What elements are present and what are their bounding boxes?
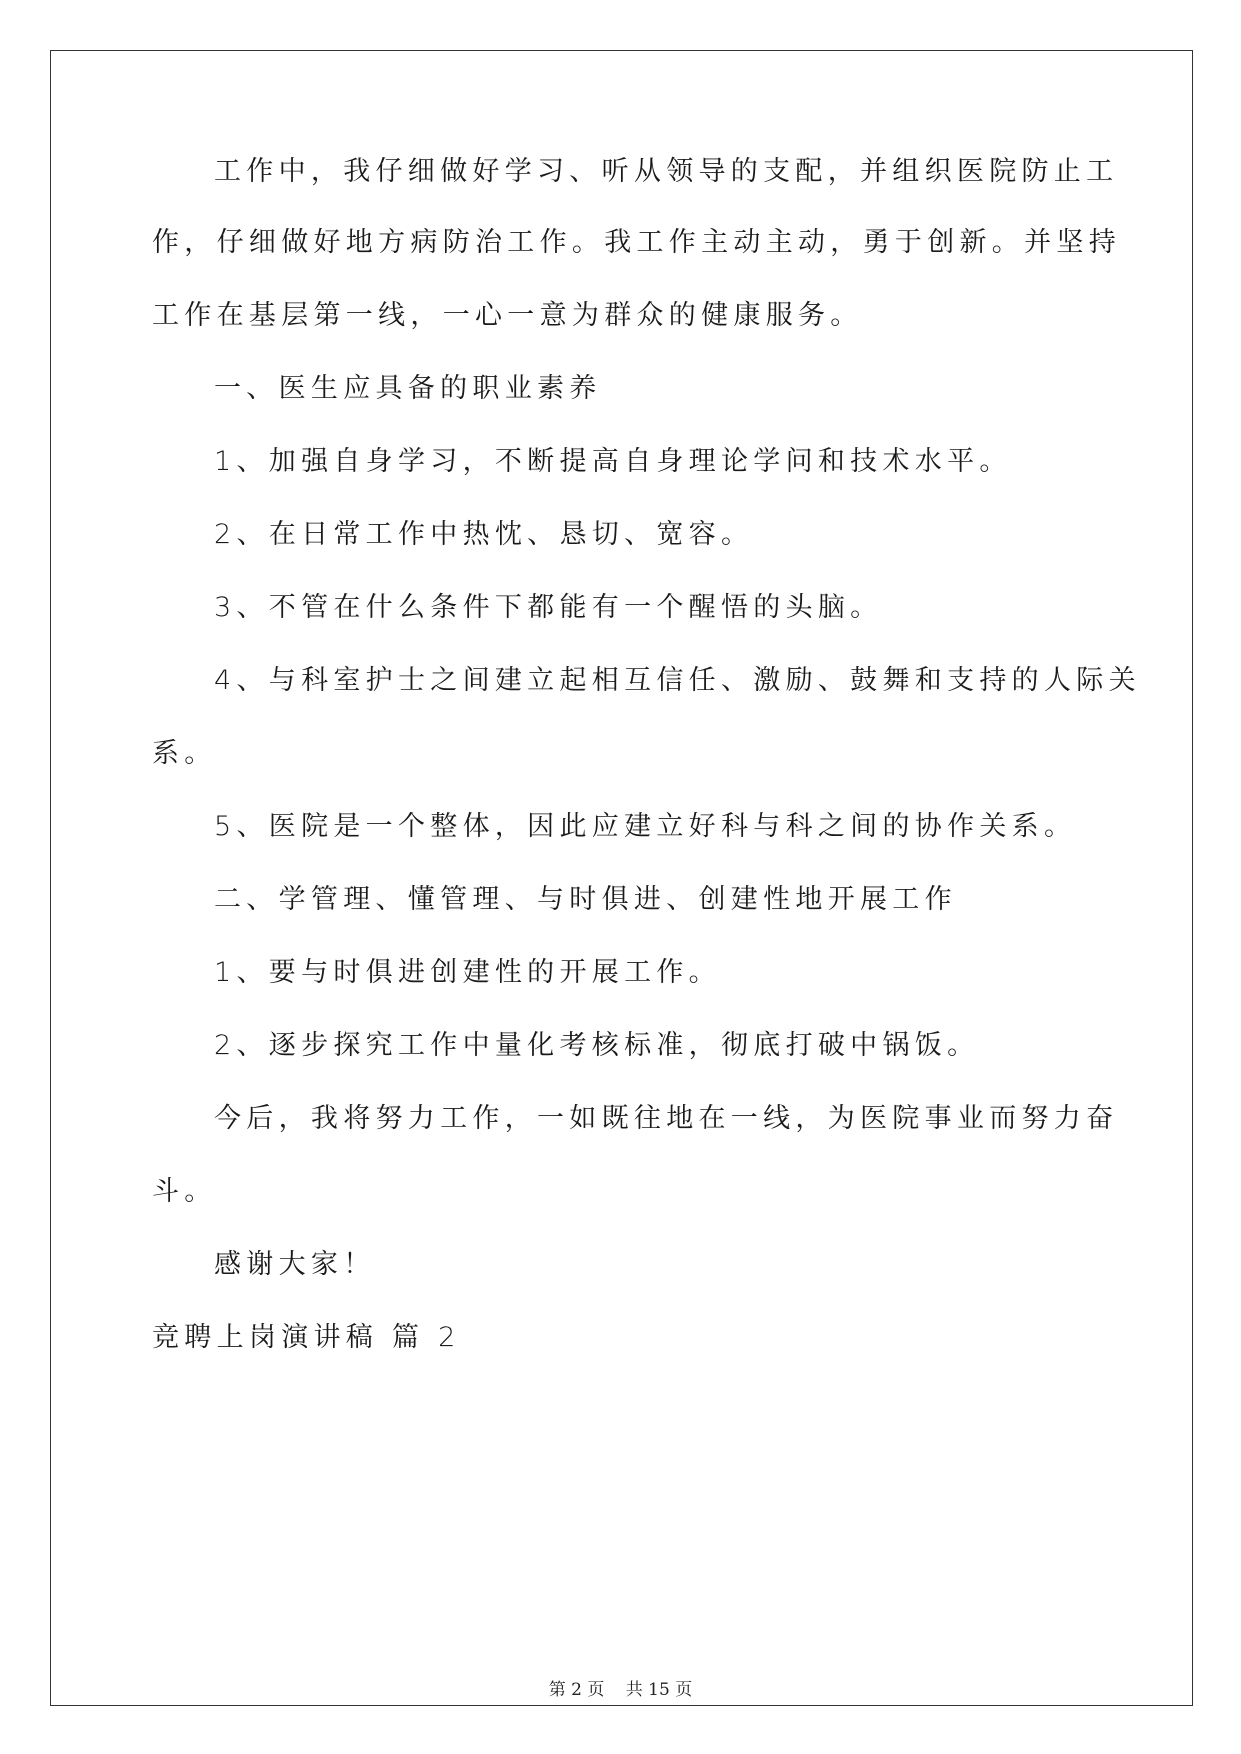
paragraph-line: 今后，我将努力工作，一如既往地在一线，为医院事业而努力奋 — [214, 1103, 1119, 1134]
paragraph-line: 作，仔细做好地方病防治工作。我工作主动主动，勇于创新。并坚持 — [152, 227, 1121, 258]
next-section-title: 竞聘上岗演讲稿 篇 2 — [152, 1322, 461, 1353]
paragraph-line: 工作中，我仔细做好学习、听从领导的支配，并组织医院防止工 — [214, 156, 1119, 187]
page-number-current: 第 2 页 — [548, 1680, 605, 1700]
list-item: 1、要与时俱进创建性的开展工作。 — [214, 957, 721, 988]
paragraph-line: 斗。 — [152, 1176, 217, 1207]
list-item: 1、加强自身学习，不断提高自身理论学问和技术水平。 — [214, 446, 1012, 477]
list-item: 2、在日常工作中热忱、恳切、宽容。 — [214, 519, 754, 550]
list-item: 3、不管在什么条件下都能有一个醒悟的头脑。 — [214, 592, 883, 623]
section-heading: 一、医生应具备的职业素养 — [214, 373, 602, 404]
paragraph-line: 工作在基层第一线，一心一意为群众的健康服务。 — [152, 300, 863, 331]
page-number-total: 共 15 页 — [625, 1680, 693, 1700]
list-item: 2、逐步探究工作中量化考核标准，彻底打破中锅饭。 — [214, 1030, 980, 1061]
section-heading: 二、学管理、懂管理、与时俱进、创建性地开展工作 — [214, 884, 957, 915]
page-footer — [0, 1678, 1241, 1702]
list-item: 5、医院是一个整体，因此应建立好科与科之间的协作关系。 — [214, 811, 1077, 842]
list-item-continuation: 系。 — [152, 738, 217, 769]
list-item: 4、与科室护士之间建立起相互信任、激励、鼓舞和支持的人际关 — [214, 665, 1141, 696]
closing-line: 感谢大家！ — [214, 1249, 376, 1280]
